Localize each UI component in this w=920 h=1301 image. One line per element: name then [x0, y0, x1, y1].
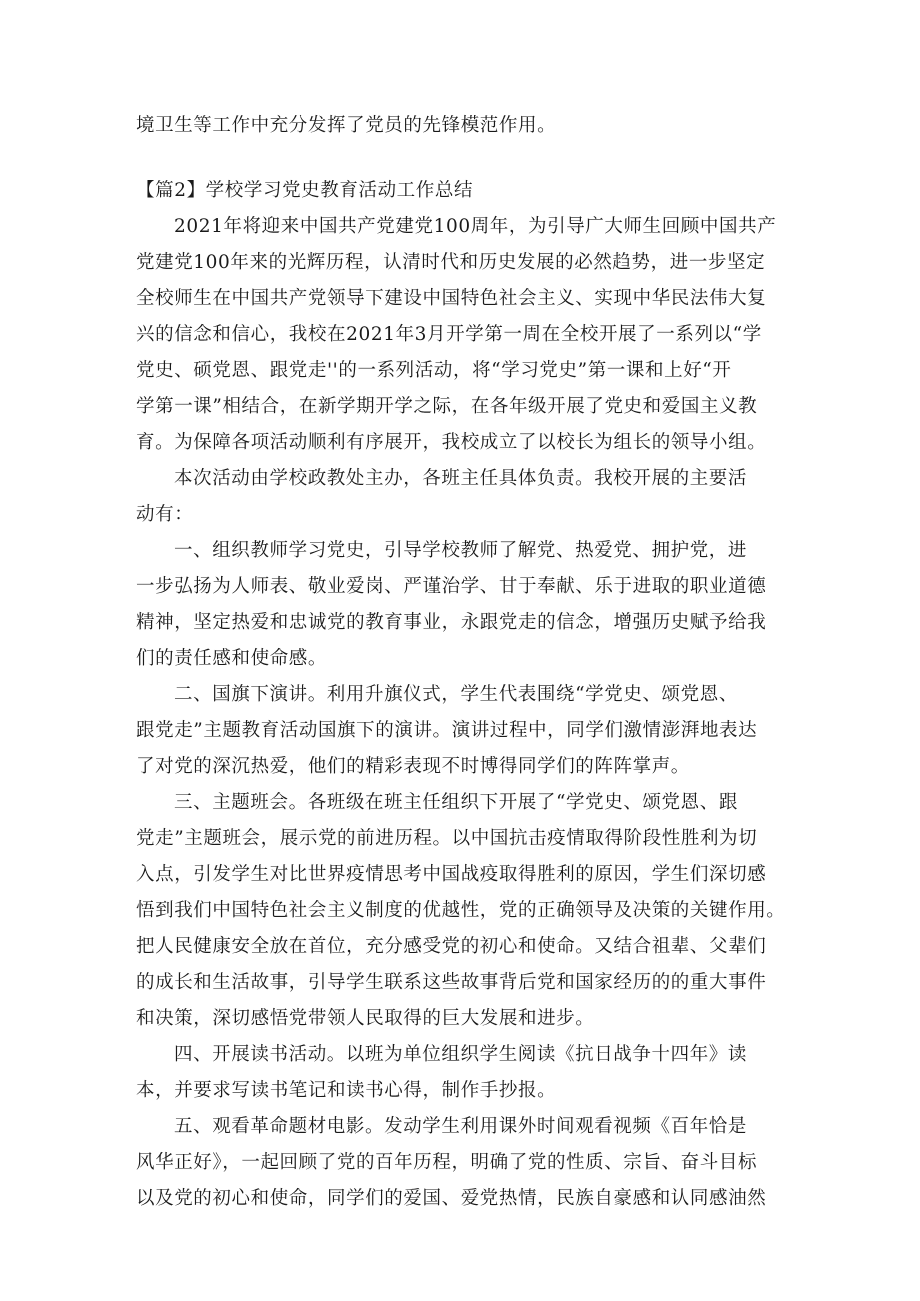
paragraph-line: 三、主题班会。各班级在班主任组织下开展了“学党史、颂党恩、跟 — [174, 792, 738, 813]
paragraph-line: 精神，坚定热爱和忠诚党的教育事业，永跟党走的信念，增强历史赋予给我 — [136, 612, 767, 633]
paragraph-line: 悟到我们中国特色社会主义制度的优越性，党的正确领导及决策的关键作用。 — [136, 900, 786, 921]
paragraph-line: 二、国旗下演讲。利用升旗仪式，学生代表围绕“学党史、颂党恩、 — [174, 684, 738, 705]
paragraph-line: 本次活动由学校政教处主办，各班主任具体负责。我校开展的主要活 — [174, 468, 748, 489]
paragraph-line: 们的责任感和使命感。 — [136, 648, 328, 669]
paragraph-line: 党史、硕党恩、跟党走''的一系列活动，将“学习党史”第一课和上好“开 — [136, 360, 732, 381]
paragraph-line: 和决策，深切感悟党带领人民取得的巨大发展和进步。 — [136, 1008, 595, 1029]
paragraph-line: 全校师生在中国共产党领导下建设中国特色社会主义、实现中华民法伟大复 — [136, 288, 767, 309]
text-line: 境卫生等工作中充分发挥了党员的先锋模范作用。 — [136, 115, 557, 136]
paragraph-line: 的成长和生活故事，引导学生联系这些故事背后党和国家经历的的重大事件 — [136, 972, 767, 993]
paragraph-line: 五、观看革命题材电影。发动学生利用课外时间观看视频《百年恰是 — [174, 1116, 748, 1137]
section-heading: 【篇2】学校学习党史教育活动工作总结 — [136, 180, 474, 201]
paragraph-line: 党走”主题班会，展示党的前进历程。以中国抗击疫情取得阶段性胜利为切 — [136, 828, 758, 849]
paragraph-line: 学第一课”相结合，在新学期开学之际，在各年级开展了党史和爱国主义教 — [136, 396, 758, 417]
paragraph-line: 跟党走”主题教育活动国旗下的演讲。演讲过程中，同学们激情澎湃地表达 — [136, 720, 758, 741]
paragraph-line: 了对党的深沉热爱，他们的精彩表现不时博得同学们的阵阵掌声。 — [136, 756, 690, 777]
paragraph-line: 把人民健康安全放在首位，充分感受党的初心和使命。又结合祖辈、父辈们 — [136, 936, 767, 957]
paragraph-line: 本，并要求写读书笔记和读书心得，制作手抄报。 — [136, 1080, 557, 1101]
paragraph-line: 党建党100年来的光辉历程，认清时代和历史发展的必然趋势，进一步坚定 — [136, 252, 766, 273]
paragraph-line: 风华正好》，一起回顾了党的百年历程，明确了党的性质、宗旨、奋斗目标 — [136, 1152, 758, 1173]
paragraph-line: 以及党的初心和使命，同学们的爱国、爱党热情，民族自豪感和认同感油然 — [136, 1188, 767, 1209]
paragraph-line: 入点，引发学生对比世界疫情思考中国战疫取得胜利的原因，学生们深切感 — [136, 864, 767, 885]
paragraph-line: 一、组织教师学习党史，引导学校教师了解党、热爱党、拥护党，进 — [174, 540, 748, 561]
paragraph-line: 动有： — [136, 504, 194, 525]
paragraph-line: 2021年将迎来中国共产党建党100周年，为引导广大师生回顾中国共产 — [174, 216, 777, 237]
paragraph-line: 一步弘扬为人师表、敬业爱岗、严谨治学、甘于奉献、乐于进取的职业道德 — [136, 576, 767, 597]
paragraph-line: 育。为保障各项活动顺利有序展开，我校成立了以校长为组长的领导小组。 — [136, 432, 767, 453]
paragraph-line: 四、开展读书活动。以班为单位组织学生阅读《抗日战争十四年》读 — [174, 1044, 748, 1065]
paragraph-line: 兴的信念和信心，我校在2021年3月开学第一周在全校开展了一系列以“学 — [136, 324, 762, 345]
